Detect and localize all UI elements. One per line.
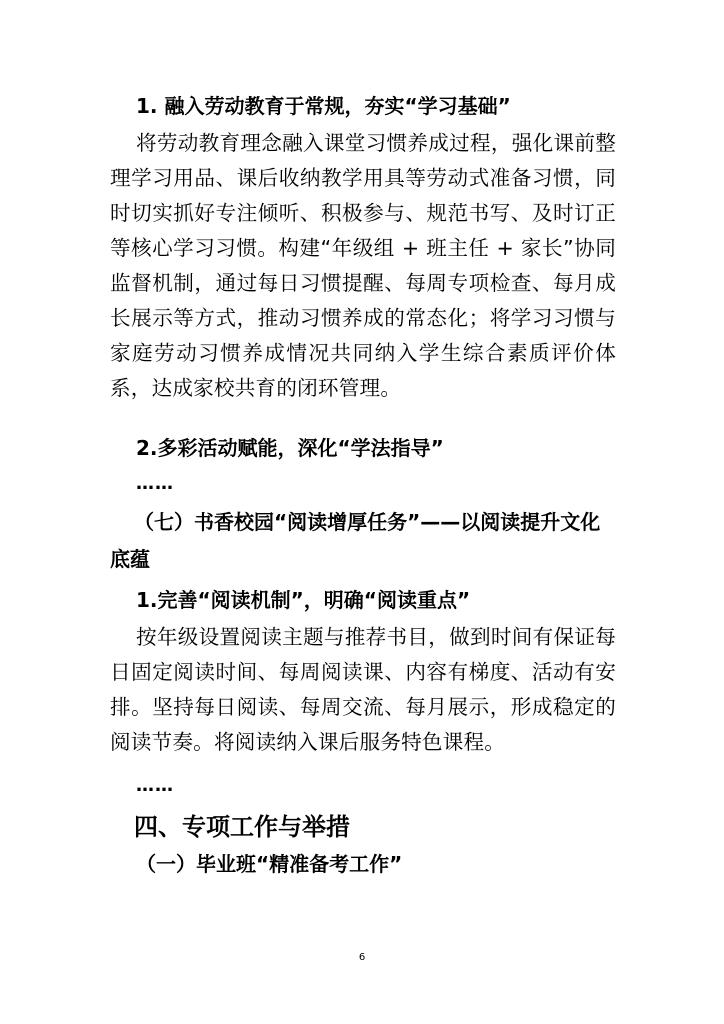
section-heading-one: （一）毕业班“精准备考工作” <box>136 852 403 876</box>
paragraph-labor-education: 将劳动教育理念融入课堂习惯养成过程，强化课前整理学习用品、课后收纳教学用具等劳动式准备习惯，同时切实抓好专注倾听、积极参与、规范书写、及时订正等核心学习习惯。构建“年级组 + 班主任 + 家长”协同监督机制，通过每日习惯提醒、每周专项检查、每月成长展示等方式，推动习惯养成的常态化；将学习习惯与家庭劳动习惯养成情况共同纳入学生综合素质评价体系，达成家校共育的闭环管理。 <box>110 131 616 400</box>
heading-reading-mechanism: 1.完善“阅读机制”，明确“阅读重点” <box>136 588 471 612</box>
chapter-heading-four: 四、专项工作与举措 <box>134 812 350 841</box>
page-number: 6 <box>358 952 366 963</box>
ellipsis-2: …… <box>136 775 174 796</box>
section-heading-seven: （七）书香校园“阅读增厚任务”——以阅读提升文化底蕴 <box>110 510 601 571</box>
heading-learning-methods: 2.多彩活动赋能，深化“学法指导” <box>136 436 444 460</box>
heading-labor-education: 1. 融入劳动教育于常规，夯实“学习基础” <box>136 94 511 118</box>
ellipsis-1: …… <box>136 473 174 494</box>
paragraph-reading-mechanism: 按年级设置阅读主题与推荐书目，做到时间有保证每日固定阅读时间、每周阅读课、内容有梯度、活动有安排。坚持每日阅读、每周交流、每月展示，形成稳定的阅读节奏。将阅读纳入课后服务特色课程。 <box>110 625 616 754</box>
